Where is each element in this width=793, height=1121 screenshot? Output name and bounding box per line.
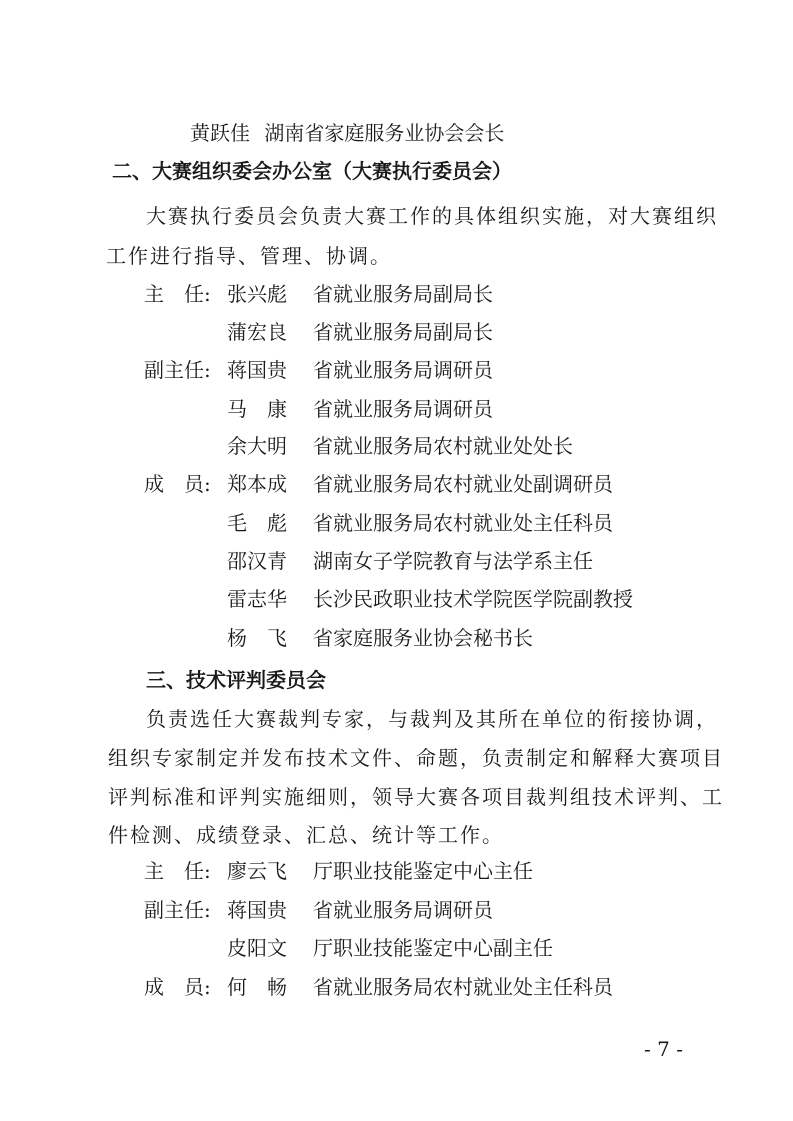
member-role: 主 任: [144, 859, 211, 883]
member-role: 副主任: [144, 358, 211, 382]
intro-line [190, 120, 504, 146]
member-name: 蒲宏良 [227, 320, 287, 344]
member-title: 厅职业技能鉴定中心副主任 [313, 936, 553, 960]
member-name: 余大明 [227, 434, 287, 458]
section2-desc-line2: 工作进行指导、管理、协调。 [106, 244, 392, 268]
member-name: 雷志华 [227, 587, 287, 611]
member-title: 省就业服务局农村就业处处长 [313, 434, 573, 458]
section3-desc-line2: 组织专家制定并发布技术文件、命题，负责制定和解释大赛项目 [108, 746, 724, 770]
intro-title: 湖南省家庭服务业协会会长 [264, 121, 505, 145]
section3-desc-line3: 评判标准和评判实施细则，领导大赛各项目裁判组技术评判、工 [108, 785, 724, 809]
member-title: 省就业服务局调研员 [313, 358, 493, 382]
member-name: 蒋国贵 [227, 358, 287, 382]
member-name: 邵汉青 [227, 549, 287, 573]
member-name: 马 康 [227, 397, 287, 421]
intro-name: 黄跃佳 [190, 121, 250, 145]
member-name: 毛 彪 [227, 511, 287, 535]
member-name: 蒋国贵 [227, 898, 287, 922]
member-title: 省就业服务局调研员 [313, 898, 493, 922]
section3-desc-line1: 负责选任大赛裁判专家，与裁判及其所在单位的衔接协调， [146, 707, 718, 731]
section2-heading: 二、大赛组织委会办公室（大赛执行委员会） [112, 159, 512, 183]
member-role: 成 员: [144, 975, 211, 999]
member-title: 省就业服务局农村就业处主任科员 [313, 975, 613, 999]
member-title: 省就业服务局农村就业处副调研员 [313, 472, 613, 496]
member-name: 何 畅 [227, 975, 287, 999]
member-title: 省就业服务局副局长 [313, 282, 493, 306]
member-title: 省就业服务局农村就业处主任科员 [313, 511, 613, 535]
section3-heading: 三、技术评判委员会 [146, 668, 326, 692]
section2-desc-line1: 大赛执行委员会负责大赛工作的具体组织实施，对大赛组织 [146, 204, 718, 228]
member-title: 省就业服务局副局长 [313, 320, 493, 344]
member-title: 省家庭服务业协会秘书长 [313, 626, 533, 650]
member-name: 杨 飞 [227, 626, 287, 650]
member-name: 郑本成 [227, 472, 287, 496]
member-title: 省就业服务局调研员 [313, 397, 493, 421]
page-number: - 7 - [644, 1037, 683, 1061]
member-title: 长沙民政职业技术学院医学院副教授 [313, 587, 633, 611]
member-name: 皮阳文 [227, 936, 287, 960]
member-name: 廖云飞 [227, 859, 287, 883]
member-title: 厅职业技能鉴定中心主任 [313, 859, 533, 883]
section3-desc-line4: 件检测、成绩登录、汇总、统计等工作。 [108, 823, 504, 847]
member-role: 主 任: [144, 282, 211, 306]
member-role: 成 员: [144, 472, 211, 496]
member-name: 张兴彪 [227, 282, 287, 306]
member-role: 副主任: [144, 898, 211, 922]
member-title: 湖南女子学院教育与法学系主任 [313, 549, 593, 573]
